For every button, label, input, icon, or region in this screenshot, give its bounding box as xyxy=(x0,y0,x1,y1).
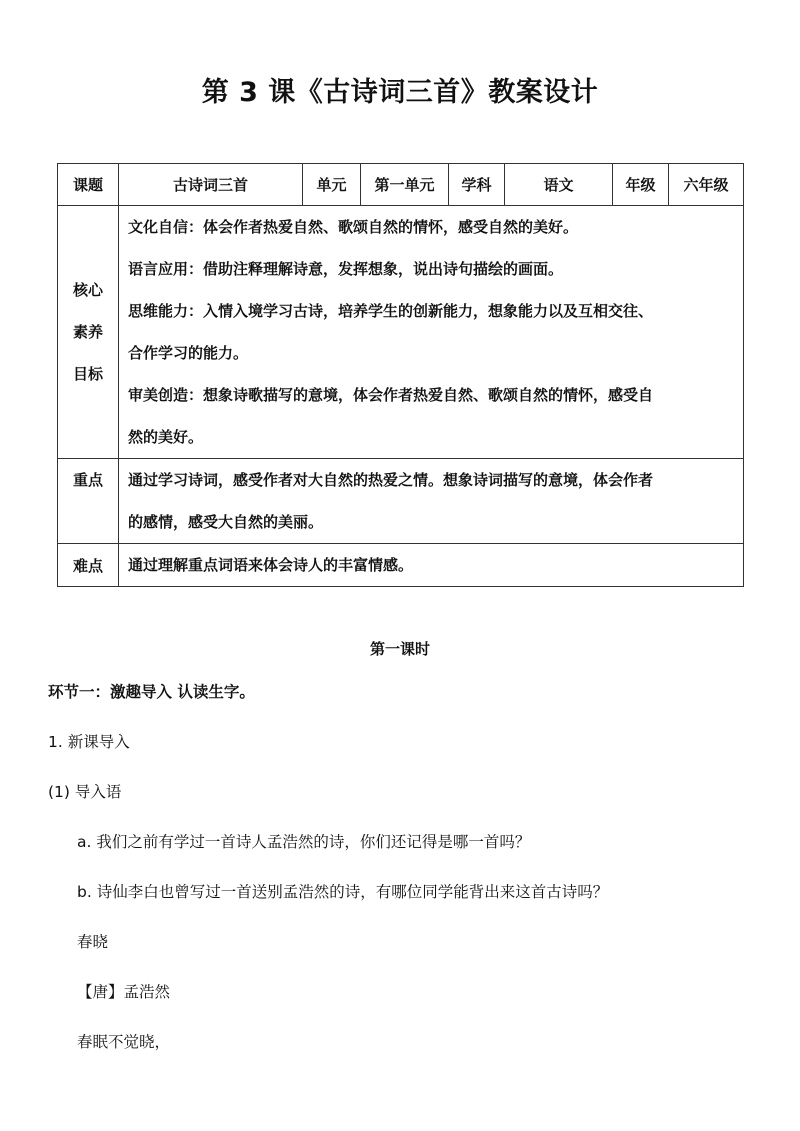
core-goal-line: 然的美好。 xyxy=(128,428,204,446)
core-goals-label-line: 素养 xyxy=(72,323,103,341)
core-goal-line: 语言应用：借助注释理解诗意，发挥想象，说出诗句描绘的画面。 xyxy=(128,260,564,278)
lesson-info-table xyxy=(57,163,744,587)
core-goals-label-line: 目标 xyxy=(72,365,103,383)
poem-line: 春眠不觉晓， xyxy=(77,1033,171,1051)
poem-title: 春晓 xyxy=(77,933,109,951)
question-a: a. 我们之前有学过一首诗人孟浩然的诗，你们还记得是哪一首吗？ xyxy=(77,833,531,851)
subject-value-cell: 语文 xyxy=(505,164,613,206)
topic-label-cell: 课题 xyxy=(58,164,119,206)
list-item-intro: (1) 导入语 xyxy=(48,783,122,801)
unit-label-cell: 单元 xyxy=(303,164,361,206)
difficulty-label-cell: 难点 xyxy=(58,544,119,587)
step-heading: 环节一：激趣导入 认读生字。 xyxy=(48,683,255,701)
core-goal-line: 审美创造：想象诗歌描写的意境，体会作者热爱自然、歌颂自然的情怀，感受自 xyxy=(128,386,654,404)
unit-value-cell: 第一单元 xyxy=(361,164,449,206)
core-goal-line: 思维能力：入情入境学习古诗，培养学生的创新能力，想象能力以及互相交往、 xyxy=(128,302,654,320)
list-item-new-lesson: 1. 新课导入 xyxy=(48,733,130,751)
topic-value-cell: 古诗词三首 xyxy=(119,164,303,206)
subject-label-cell: 学科 xyxy=(449,164,505,206)
core-goals-row xyxy=(58,206,744,459)
difficulty-row xyxy=(58,544,744,587)
key-point-line: 通过学习诗词，感受作者对大自然的热爱之情。想象诗词描写的意境，体会作者 xyxy=(128,471,654,489)
core-goal-line: 合作学习的能力。 xyxy=(128,344,249,362)
grade-value-cell: 六年级 xyxy=(669,164,744,206)
question-b: b. 诗仙李白也曾写过一首送别孟浩然的诗，有哪位同学能背出来这首古诗吗？ xyxy=(77,883,609,901)
core-goals-label-line: 核心 xyxy=(72,281,103,299)
core-goals-label-cell xyxy=(58,206,119,459)
key-point-line: 的感情，感受大自然的美丽。 xyxy=(128,513,324,531)
core-goal-line: 文化自信：体会作者热爱自然、歌颂自然的情怀，感受自然的美好。 xyxy=(128,218,579,236)
key-points-label-cell: 重点 xyxy=(58,459,119,544)
table-header-row xyxy=(58,164,744,206)
grade-label-cell: 年级 xyxy=(613,164,669,206)
key-points-content-cell xyxy=(119,459,744,544)
section-title: 第一课时 xyxy=(369,640,430,658)
poem-author: 【唐】孟浩然 xyxy=(77,983,171,1001)
difficulty-content-cell: 通过理解重点词语来体会诗人的丰富情感。 xyxy=(119,544,744,587)
core-goals-content-cell xyxy=(119,206,744,459)
key-points-row xyxy=(58,459,744,544)
page-title: 第 3 课《古诗词三首》教案设计 xyxy=(201,77,599,108)
